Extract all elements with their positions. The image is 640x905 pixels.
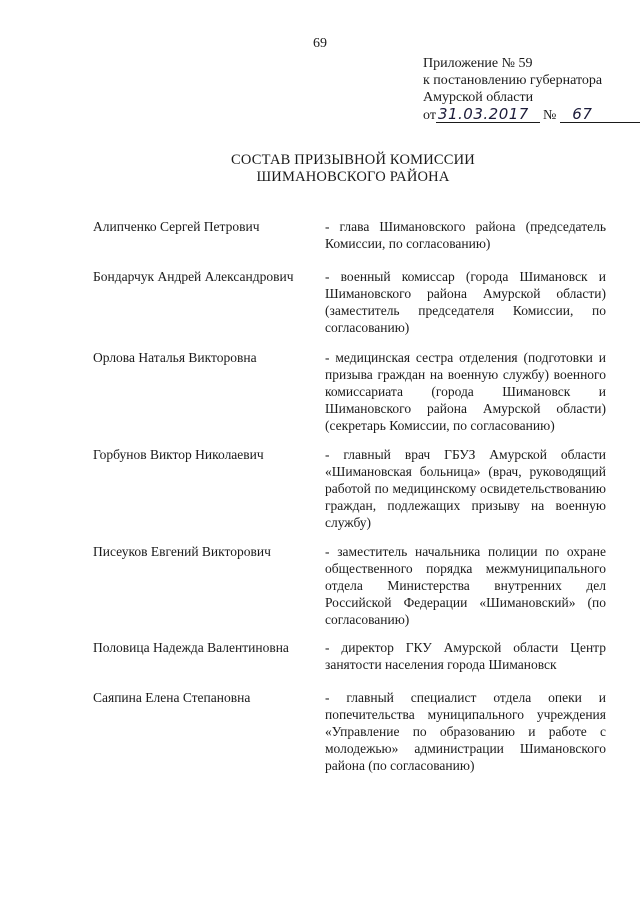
appendix-header [423,55,640,124]
member-name: Писеуков Евгений Викторович [93,544,271,559]
appendix-number: Приложение № 59 [423,56,533,71]
member-role: - директор ГКУ Амурской области Центр занятости населения города Шимановск [325,640,606,672]
appendix-to-resolution: к постановлению губернатора [423,73,603,88]
member-role: - главный врач ГБУЗ Амурской области «Шимановская больница» (врач, руководящий работой по медицинскому освидетельствованию граждан, подлежащих призыву на военную службу) [325,447,606,530]
member-name: Орлова Наталья Викторовна [93,350,257,365]
member-role: - военный комиссар (города Шимановск и Шимановского района Амурской области) (заместитель председателя Комиссии, по согласованию) [325,269,606,335]
appendix-date-line [423,106,640,124]
document-title [0,152,640,186]
title-line-2: ШИМАНОВСКОГО РАЙОНА [256,169,450,185]
title-line-1: СОСТАВ ПРИЗЫВНОЙ КОМИССИИ [231,152,475,168]
member-name: Алипченко Сергей Петрович [93,219,260,234]
number-sign: № [542,108,557,123]
appendix-region: Амурской области [423,90,534,105]
member-name: Саяпина Елена Степановна [93,690,251,705]
page-number: 69 [313,36,327,51]
handwritten-number: 67 [560,106,640,123]
member-role: - медицинская сестра отделения (подготовки и призыва граждан на военную службу) военного комиссариата (города Шимановск и Шимановского района Амурской области) (секретарь Комиссии, по согласованию) [325,350,606,433]
appendix-from-label: от [423,108,436,123]
member-role: - заместитель начальника полиции по охране общественного порядка межмуниципального отдела Министерства внутренних дел Российской Федерации «Шимановский» (по согласованию) [325,544,606,627]
member-name: Горбунов Виктор Николаевич [93,447,264,462]
handwritten-date: 31.03.2017 [436,106,540,123]
member-name: Половица Надежда Валентиновна [93,640,289,655]
member-role: - глава Шимановского района (председатель Комиссии, по согласованию) [325,219,606,251]
member-name: Бондарчук Андрей Александрович [93,269,294,284]
member-role: - главный специалист отдела опеки и попечительства муниципального учреждения «Управление по образованию и работе с молодежью» администрации Шимановского района (по согласованию) [325,690,606,773]
